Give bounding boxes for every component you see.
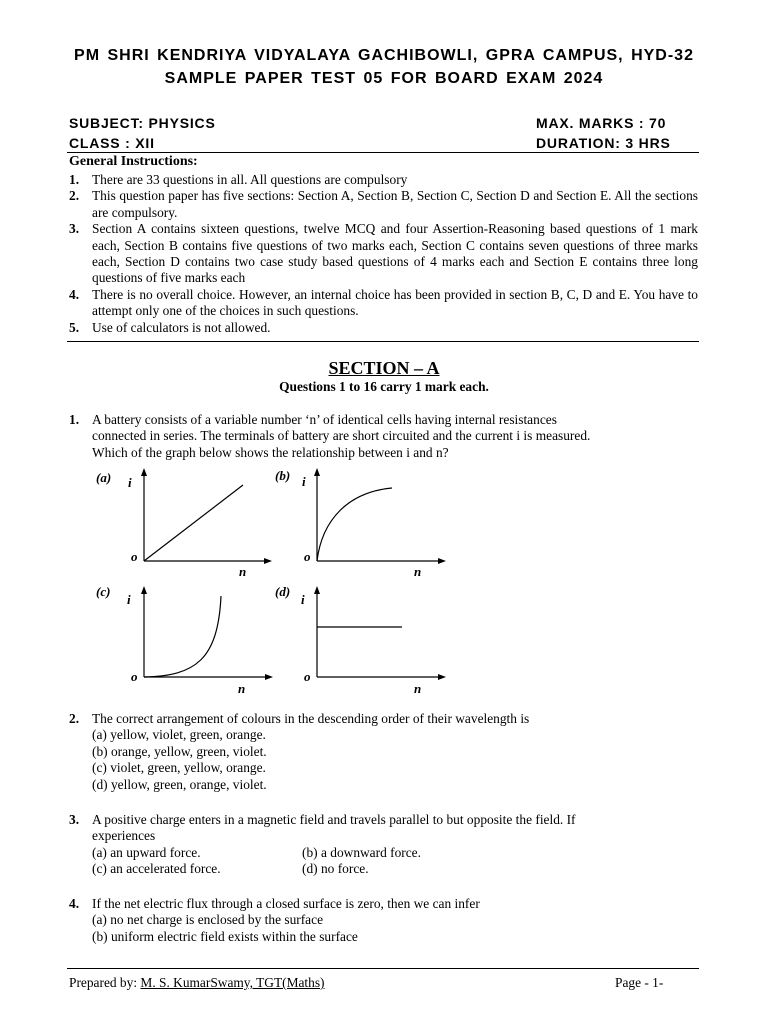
- option: (a) an upward force.: [92, 844, 201, 860]
- question-text: Which of the graph below shows the relationship between i and n?: [92, 444, 449, 460]
- graph-c-label: (c): [96, 584, 111, 599]
- question-text: The correct arrangement of colours in the descending order of their wavelength is: [92, 711, 530, 726]
- graph-b-curve: [317, 488, 392, 561]
- graph-d-origin: o: [304, 669, 311, 684]
- question-text: A battery consists of a variable number ‘n’ of identical cells having internal resistances: [92, 412, 557, 427]
- graph-a-origin: o: [131, 549, 138, 564]
- option: (b) uniform electric field exists within the surface: [92, 928, 358, 944]
- question-number: 1.: [69, 412, 80, 427]
- prepared-label: Prepared by:: [69, 975, 138, 990]
- section-title: SECTION – A: [328, 358, 440, 378]
- option: (c) an accelerated force.: [92, 861, 221, 877]
- question-text: connected in series. The terminals of battery are short circuited and the current i is measured.: [92, 428, 591, 444]
- instruction-item: 1. There are 33 questions in all. All questions are compulsory: [69, 172, 408, 187]
- class: CLASS : XII: [69, 135, 155, 151]
- option: (c) violet, green, yellow, orange.: [92, 760, 266, 776]
- question-number: 4.: [69, 896, 80, 911]
- instruction-item: 5. Use of calculators is not allowed.: [69, 319, 271, 335]
- instruction-item: 3. Section A contains sixteen questions, twelve MCQ and four Assertion-Reasoning based questions of 1 mark each, Section B contains five questions of two marks each, Section C contains seven questions of three marks each, Section D contains two case study based questions of 4 marks each and Section E contains three long questions of five marks each: [69, 221, 698, 286]
- question-number: 3.: [69, 812, 80, 827]
- graph-c-x-label: n: [238, 681, 246, 696]
- graph-a-x-label: n: [239, 564, 247, 579]
- test-title: SAMPLE PAPER TEST 05 FOR BOARD EXAM 2024: [164, 70, 604, 87]
- option: (b) orange, yellow, green, violet.: [92, 743, 267, 759]
- graph-b-label: (b): [275, 468, 291, 483]
- graph-d-x-label: n: [414, 681, 422, 696]
- graph-c-curve: [144, 596, 221, 677]
- graph-b: [275, 468, 442, 579]
- graph-c-origin: o: [131, 669, 138, 684]
- school-title: PM SHRI KENDRIYA VIDYALAYA GACHIBOWLI, GPRA CAMPUS, HYD-32: [74, 47, 694, 64]
- footer-rule: [67, 968, 699, 969]
- question-text: If the net electric flux through a closed surface is zero, then we can infer: [92, 896, 480, 911]
- graph-c: [96, 584, 269, 696]
- graph-d-y-label: i: [301, 592, 305, 607]
- option: (d) yellow, green, orange, violet.: [92, 776, 267, 792]
- section-subtitle: Questions 1 to 16 carry 1 mark each.: [279, 379, 489, 394]
- graph-b-x-label: n: [414, 564, 422, 579]
- instruction-item: 2. This question paper has five sections: Section A, Section B, Section C, Section D and Section E. All the sections are compulsory.: [69, 188, 698, 220]
- option: (b) a downward force.: [302, 844, 421, 860]
- graph-d: [275, 584, 442, 696]
- option: (d) no force.: [302, 861, 369, 877]
- footer-prepared: [69, 975, 325, 991]
- graph-d-label: (d): [275, 584, 291, 599]
- graph-a-curve: [144, 485, 243, 561]
- question-text: A positive charge enters in a magnetic field and travels parallel to but opposite the field. If: [92, 812, 576, 827]
- graph-a: [96, 470, 268, 579]
- graph-c-y-label: i: [127, 592, 131, 607]
- instruction-item: 4. There is no overall choice. However, an internal choice has been provided in section B, C, D and E. You have to attempt only one of the choices in such questions.: [69, 286, 698, 319]
- question-number: 2.: [69, 711, 80, 726]
- graph-a-y-label: i: [128, 475, 132, 490]
- subject: SUBJECT: PHYSICS: [69, 115, 216, 131]
- option: (a) no net charge is enclosed by the surface: [92, 912, 324, 928]
- question-text: experiences: [92, 828, 156, 844]
- duration: DURATION: 3 HRS: [536, 135, 671, 151]
- option: (a) yellow, violet, green, orange.: [92, 727, 266, 743]
- graph-b-origin: o: [304, 549, 311, 564]
- graph-b-y-label: i: [302, 474, 306, 489]
- page-number: Page - 1-: [615, 975, 664, 990]
- max-marks: MAX. MARKS : 70: [536, 115, 667, 131]
- instructions-title: General Instructions:: [69, 154, 198, 169]
- author-name: M. S. KumarSwamy, TGT(Maths): [140, 975, 325, 990]
- graph-a-label: (a): [96, 470, 112, 485]
